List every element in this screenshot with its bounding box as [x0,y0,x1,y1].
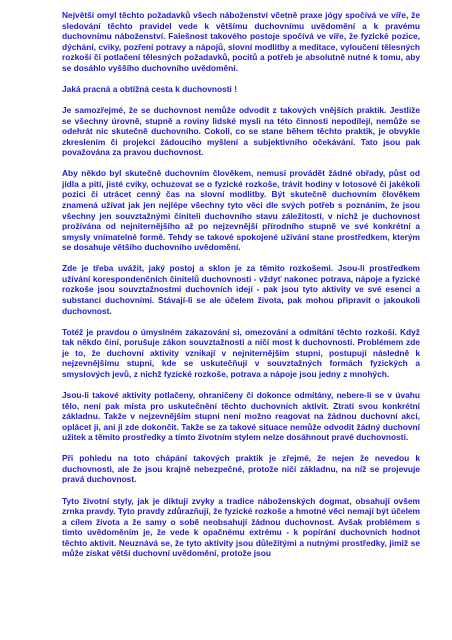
paragraph-4: Zde je třeba uvážit, jaký postoj a sklon je za těmito rozkošemi. Jsou-li prostředkem užívání korespondenčních činitelů duchovnosti - vždyť nakonec potrava, nápoje a fyzické rozkoše jsou souvztažnostmi duchovních idejí - pak jsou tyto aktivity ve své esenci a substanci duchovními. Stávají-li se ale účelem života, pak mohou připravit o jakoukoli duchovnost. [62,263,420,316]
section-heading: Jaká pracná a obtížná cesta k duchovnosti ! [62,83,237,94]
paragraph-8: Tyto životní styly, jak je diktují zvyky a tradice náboženských dogmat, obsahují ovšem zrnka pravdy. Tyto pravdy zdůrazňují, že fyzické rozkoše a hmotné věci nemají být účelem a cílem života a že samy o sobě neobsahují žádnou duchovnost. Avšak problémem s tímto uvědoměním je, že vede k opačnému extrému - k popírání duchovních hodnot těchto aktivit. Neuznává se, že tyto aktivity jsou důležitými a nutnými prostředky, jimiž se může získat větší duchovní uvědomění, protože jsou [62,495,420,559]
paragraph-3: Aby někdo byl skutečně duchovním člověkem, nemusí provádět žádné obřady, půst od jídla a pití, jisté cviky, ochuzovat se o fyzické rozkoše, trávit hodiny v lotosové či jakékoli pozici či utrácet cenný čas na slovní modlitby. Být skutečně duchovním člověkem znamená užívat jak jen nejlépe všechny tyto věci dle svých potřeb s poznáním, že jsou všechny jen souvztažnými činiteli duchovního stavu záležitostí, v nichž je duchovnost prožívána od nejniternějšího až po nejzevnější přírodního stupně ve své konkrétní a smysly vnímatelné formě. Tehdy se takové spokojené užívání stane prostředkem, kterým se dosahuje většího duchovního uvědomění. [62,168,420,253]
paragraph-1: Největší omyl těchto požadavků všech náboženství včetně praxe jógy spočívá ve víře, že sledování těchto pravidel vede k většímu duchovnímu uvědomění a k pravému duchovnímu náboženství. Falešnost takového postoje spočívá ve víře, že fyzické pozice, dýchání, cviky, pozření potravy a nápojů, slovní modlitby a meditace, vyloučení tělesných rozkoší či potlačení tělesných požadavků, pocitů a potřeb je absolutně nutné k tomu, aby se dosáhlo vyššího duchovního uvědomění. [62,10,420,73]
paragraph-6: Jsou-li takové aktivity potlačeny, ohraničeny či dokonce odmítány, nebere-li se v úvahu tělo, není pak místa pro uskutečnění těchto duchovních aktivit. Ztratí svou konkrétní základnu. Takže v nejzevnějším stupni není možno reagovat na žádnou duchovní akci, oplácet ji, ani ji zde dokončit. Takže se za takové situace nemůže odvodit žádný duchovní užitek a těmito prostředky a tímto životním stylem nelze dosáhnout pravé duchovnosti. [62,389,420,443]
paragraph-7: Při pohledu na toto chápání takových praktik je zřejmé, že nejen že nevedou k duchovnosti, ale že jsou krajně nebezpečné, protože ničí základnu, na níž se projevuje pravá duchovnost. [62,453,420,485]
document-page [62,10,420,569]
paragraph-5: Totéž je pravdou o úmyslném zakazování si, omezování a odmítání těchto rozkoší. Když tak někdo činí, porušuje zákon souvztažnosti a ničí most k duchovnosti. Problémem zde je to, že duchovní aktivity vznikají v nejniternějším stupni, postupují následně k nejzevnějšímu stupni, kde se uskutečňují v souvztažných formách fyzických a smyslových jevů, z nichž fyzické rozkoše, potrava a nápoje jsou jedny z mnohých. [62,326,420,379]
paragraph-2: Je samozřejmé, že se duchovnost nemůže odvodit z takových vnějších praktik. Jestliže se všechny úrovně, stupně a roviny lidské mysli na této činnosti nepodílejí, nemůže se odehrát nic skutečně duchovního. Cokoli, co se stane během těchto praktik, je obvykle zkreslením či projekcí žádoucího myšlení a subjektivního očekávání. Tato jsou pak považována za pravou duchovnost. [62,105,420,158]
